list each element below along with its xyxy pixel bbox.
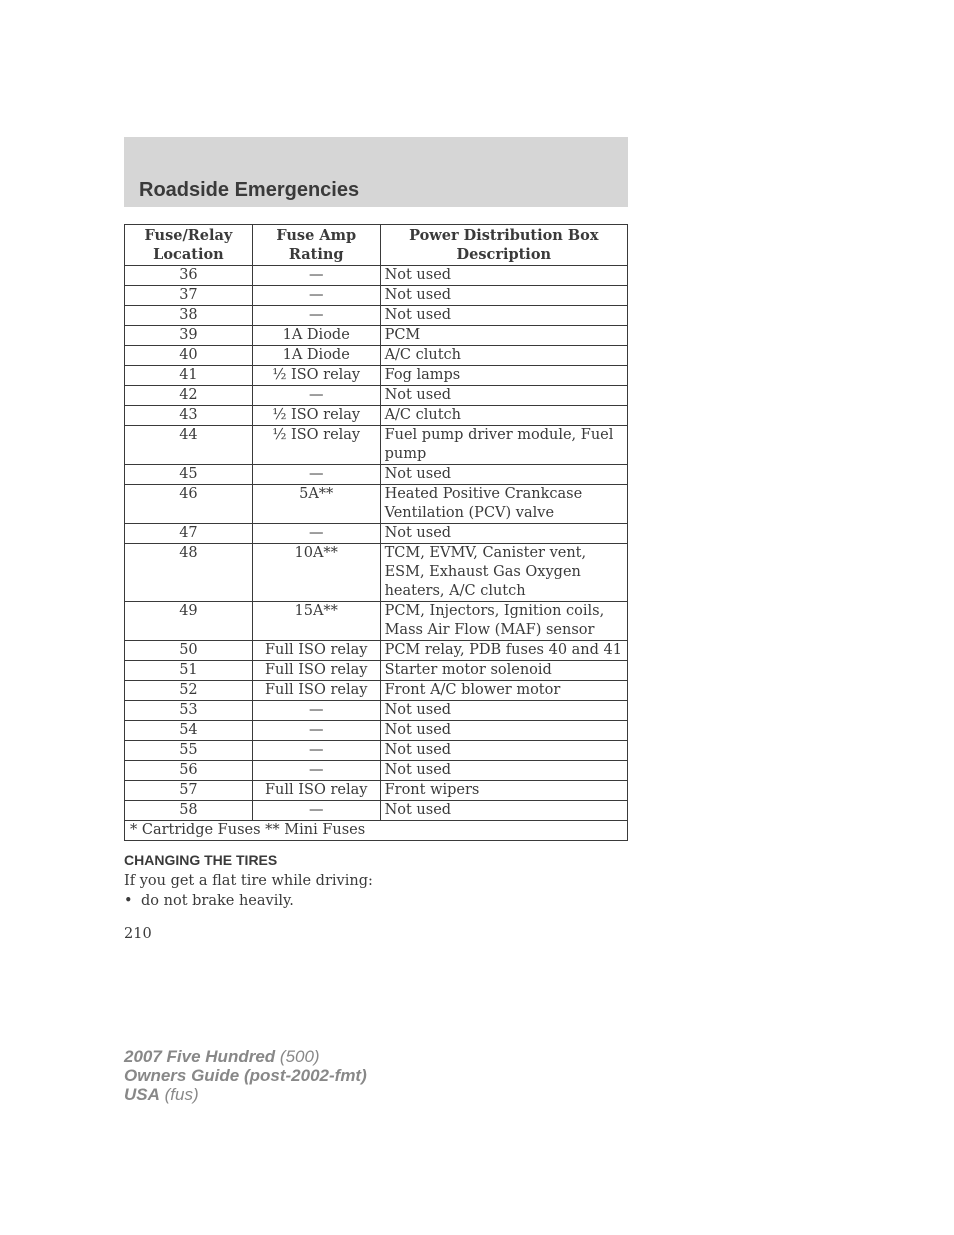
cell-description: Not used [380,386,627,406]
cell-location: 51 [125,661,253,681]
table-row [125,286,628,306]
cell-rating: 5A** [252,485,380,524]
column-header-line: Power Distribution Box [409,227,599,244]
cell-location: 53 [125,701,253,721]
cell-location: 44 [125,426,253,465]
table-row [125,701,628,721]
cell-description: Not used [380,721,627,741]
bullet-list-item [124,892,294,911]
table-row [125,761,628,781]
table-row [125,485,628,524]
cell-rating: — [252,286,380,306]
cell-description: PCM relay, PDB fuses 40 and 41 [380,641,627,661]
cell-location: 47 [125,524,253,544]
cell-description: Front wipers [380,781,627,801]
table-row [125,661,628,681]
footer-line-model [124,1047,367,1066]
bullet-icon: • [124,893,133,909]
cell-rating: — [252,266,380,286]
table-row [125,386,628,406]
cell-description: Front A/C blower motor [380,681,627,701]
cell-rating: Full ISO relay [252,681,380,701]
fuse-table-body [125,266,628,841]
table-row [125,266,628,286]
document-footer [124,1047,367,1104]
cell-rating: Full ISO relay [252,661,380,681]
cell-rating: — [252,721,380,741]
cell-rating: ½ ISO relay [252,406,380,426]
footer-market-name: USA [124,1085,160,1104]
cell-location: 55 [125,741,253,761]
cell-rating: Full ISO relay [252,641,380,661]
footer-model-name: 2007 Five Hundred [124,1047,276,1066]
cell-description: Not used [380,701,627,721]
table-row [125,641,628,661]
cell-description: Not used [380,465,627,485]
cell-rating: — [252,524,380,544]
column-header-location [125,225,253,266]
fuse-table-header [125,225,628,266]
cell-description: PCM [380,326,627,346]
intro-paragraph: If you get a flat tire while driving: [124,873,373,889]
cell-location: 36 [125,266,253,286]
cell-rating: — [252,801,380,821]
column-header-line: Location [153,246,224,263]
cell-rating: 1A Diode [252,346,380,366]
table-row [125,801,628,821]
footnote-row [125,821,628,841]
cell-location: 57 [125,781,253,801]
cell-location: 37 [125,286,253,306]
cell-rating: 10A** [252,544,380,602]
table-row [125,781,628,801]
table-row [125,524,628,544]
cell-rating: 1A Diode [252,326,380,346]
cell-location: 52 [125,681,253,701]
cell-description: PCM, Injectors, Ignition coils, Mass Air Flow (MAF) sensor [380,602,627,641]
column-header-line: Fuse/Relay [144,227,233,244]
bullet-text: do not brake heavily. [141,893,294,909]
cell-location: 41 [125,366,253,386]
cell-description: Not used [380,761,627,781]
cell-description: Not used [380,524,627,544]
cell-location: 58 [125,801,253,821]
cell-rating: ½ ISO relay [252,366,380,386]
table-row [125,346,628,366]
table-row [125,741,628,761]
fuse-table [124,224,628,841]
table-row [125,366,628,386]
cell-description: A/C clutch [380,406,627,426]
table-row [125,721,628,741]
cell-description: Not used [380,286,627,306]
cell-rating: — [252,761,380,781]
cell-description: Not used [380,741,627,761]
subsection-heading: CHANGING THE TIRES [124,852,278,868]
cell-rating: — [252,701,380,721]
cell-rating: 15A** [252,602,380,641]
cell-description: Fog lamps [380,366,627,386]
cell-location: 50 [125,641,253,661]
table-row [125,544,628,602]
cell-location: 40 [125,346,253,366]
column-header-description [380,225,627,266]
column-header-line: Fuse Amp [276,227,357,244]
cell-description: Fuel pump driver module, Fuel pump [380,426,627,465]
header-row [125,225,628,266]
cell-location: 38 [125,306,253,326]
section-header-band [124,137,628,207]
cell-rating: — [252,741,380,761]
table-row [125,406,628,426]
table-row [125,602,628,641]
footer-line-market [124,1085,367,1104]
cell-location: 48 [125,544,253,602]
page-number: 210 [124,926,152,942]
cell-rating: ½ ISO relay [252,426,380,465]
cell-rating: — [252,386,380,406]
cell-location: 42 [125,386,253,406]
table-row [125,306,628,326]
table-row [125,465,628,485]
cell-location: 46 [125,485,253,524]
column-header-line: Rating [288,246,344,263]
cell-description: Starter motor solenoid [380,661,627,681]
cell-description: TCM, EVMV, Canister vent, ESM, Exhaust Gas Oxygen heaters, A/C clutch [380,544,627,602]
cell-location: 49 [125,602,253,641]
column-header-line: Description [456,246,552,263]
section-title: Roadside Emergencies [139,179,360,201]
footer-line-guide [124,1066,367,1085]
table-row [125,326,628,346]
cell-description: Heated Positive Crankcase Ventilation (PCV) valve [380,485,627,524]
cell-description: Not used [380,266,627,286]
table-row [125,681,628,701]
cell-description: Not used [380,306,627,326]
cell-location: 39 [125,326,253,346]
cell-rating: — [252,306,380,326]
cell-rating: Full ISO relay [252,781,380,801]
cell-location: 45 [125,465,253,485]
footer-model-code: (500) [279,1047,320,1066]
cell-location: 56 [125,761,253,781]
cell-location: 54 [125,721,253,741]
table-footnote: * Cartridge Fuses ** Mini Fuses [125,821,628,841]
cell-rating: — [252,465,380,485]
cell-description: Not used [380,801,627,821]
column-header-rating [252,225,380,266]
footer-guide-name: Owners Guide (post-2002-fmt) [124,1066,367,1085]
footer-market-code: (fus) [164,1085,199,1104]
cell-description: A/C clutch [380,346,627,366]
cell-location: 43 [125,406,253,426]
table-row [125,426,628,465]
